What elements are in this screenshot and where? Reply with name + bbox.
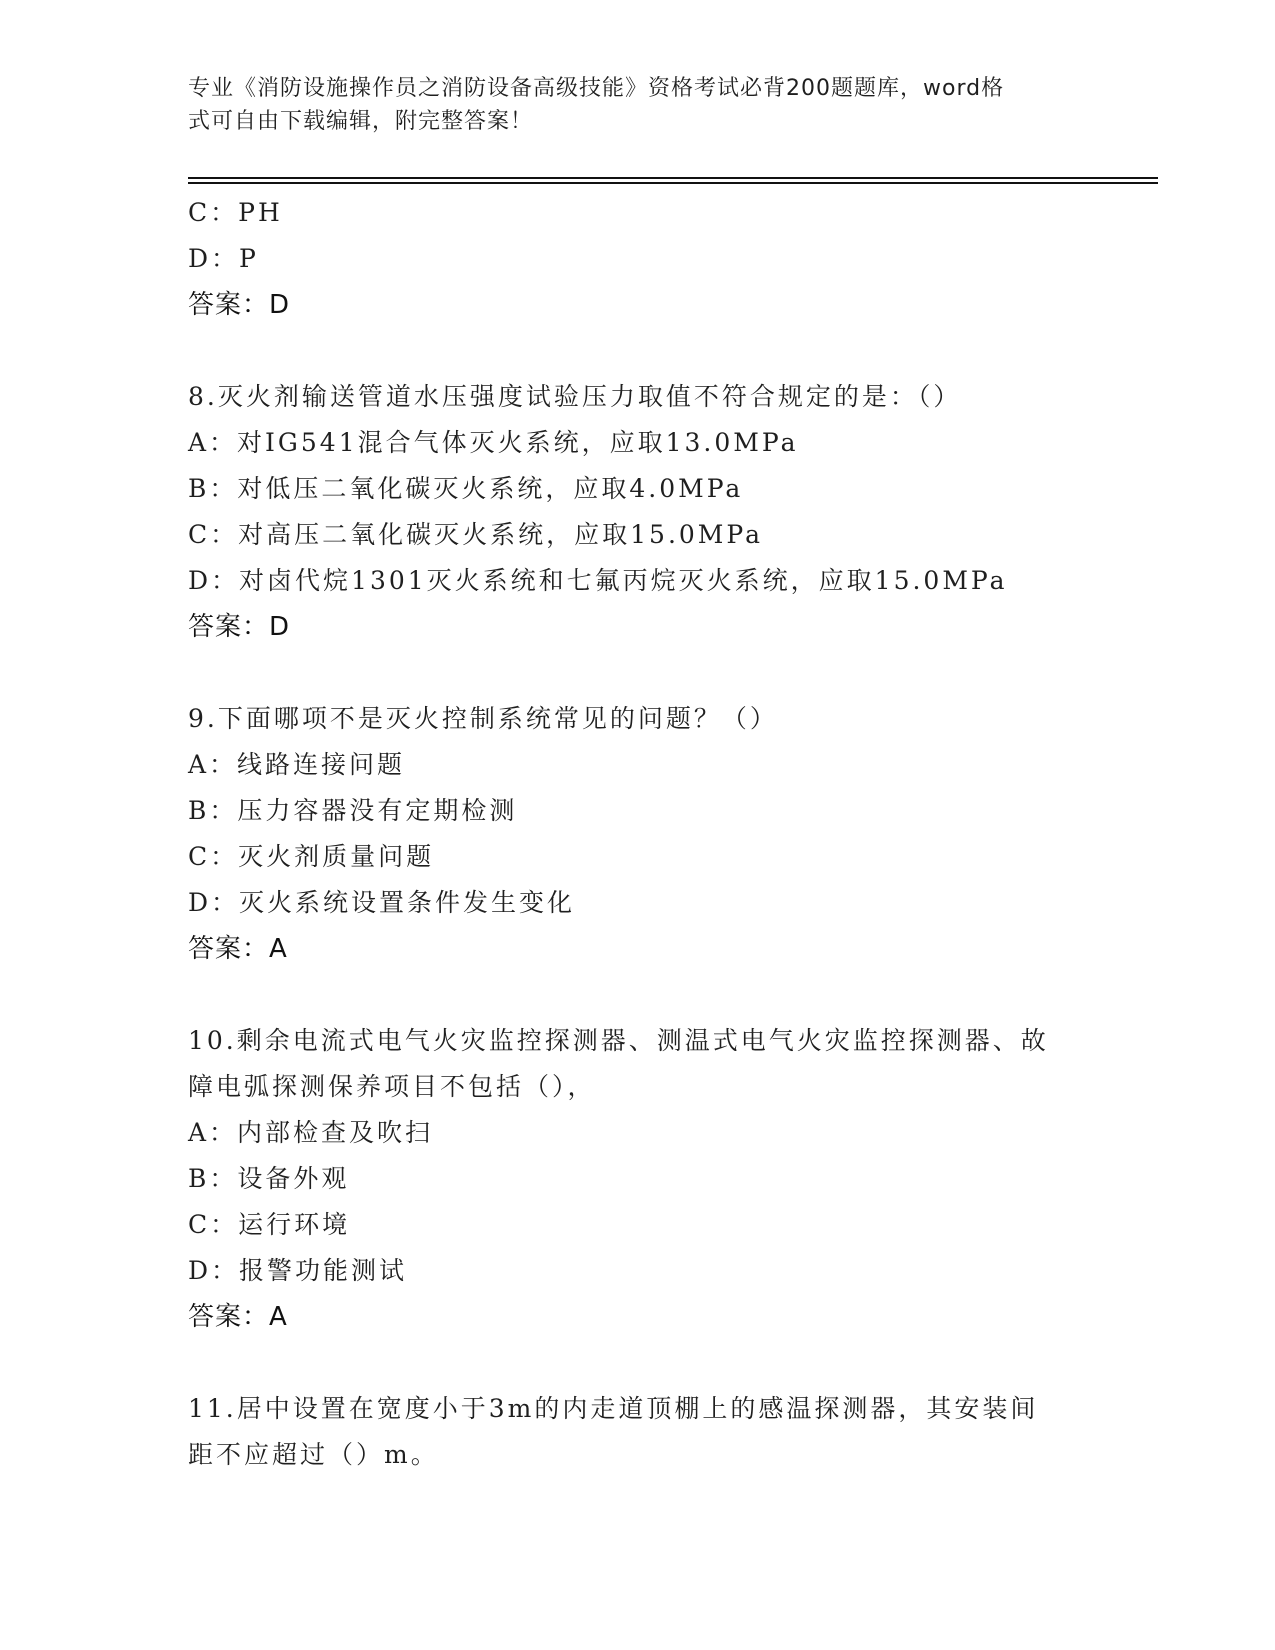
question-content bbox=[188, 190, 1078, 1478]
q10-stem-line-2: 障电弧探测保养项目不包括（）， bbox=[188, 1072, 596, 1101]
q9-option-d: D：灭火系统设置条件发生变化 bbox=[188, 888, 576, 917]
spacer bbox=[188, 972, 1078, 1018]
q9-option-a: A：线路连接问题 bbox=[188, 750, 406, 779]
q11-stem-line-1: 11.居中设置在宽度小于3m的内走道顶棚上的感温探测器，其安装间 bbox=[188, 1394, 1039, 1423]
q8-stem: 8.灭火剂输送管道水压强度试验压力取值不符合规定的是：（） bbox=[188, 382, 962, 411]
prev-option-d: D：P bbox=[188, 244, 259, 273]
q10-option-b: B：设备外观 bbox=[188, 1164, 350, 1193]
q9-option-c: C：灭火剂质量问题 bbox=[188, 842, 435, 871]
q11-stem-line-2: 距不应超过（）m。 bbox=[188, 1440, 439, 1469]
q10-answer: 答案：A bbox=[188, 1302, 288, 1332]
q8-option-a: A：对IG541混合气体灭火系统，应取13.0MPa bbox=[188, 428, 799, 457]
prev-answer: 答案：D bbox=[188, 290, 291, 320]
q10-stem-line-1: 10.剩余电流式电气火灾监控探测器、测温式电气火灾监控探测器、故 bbox=[188, 1026, 1049, 1055]
q10-option-c: C：运行环境 bbox=[188, 1210, 351, 1239]
q8-option-d: D：对卤代烷1301灭火系统和七氟丙烷灭火系统，应取15.0MPa bbox=[188, 566, 1008, 595]
q9-answer: 答案：A bbox=[188, 934, 288, 964]
header-divider-top bbox=[188, 177, 1158, 179]
header-line-2: 式可自由下载编辑，附完整答案！ bbox=[188, 109, 534, 134]
q8-option-b: B：对低压二氧化碳灭火系统，应取4.0MPa bbox=[188, 474, 744, 503]
q8-option-c: C：对高压二氧化碳灭火系统，应取15.0MPa bbox=[188, 520, 763, 549]
prev-option-c: C：PH bbox=[188, 198, 283, 227]
header-divider-bottom bbox=[188, 182, 1158, 184]
q9-option-b: B：压力容器没有定期检测 bbox=[188, 796, 518, 825]
document-header bbox=[188, 72, 1068, 138]
q9-stem: 9.下面哪项不是灭火控制系统常见的问题？（） bbox=[188, 704, 778, 733]
spacer bbox=[188, 328, 1078, 374]
header-line-1: 专业《消防设施操作员之消防设备高级技能》资格考试必背200题题库，word格 bbox=[188, 76, 1005, 101]
spacer bbox=[188, 650, 1078, 696]
spacer bbox=[188, 1340, 1078, 1386]
q10-option-a: A：内部检查及吹扫 bbox=[188, 1118, 434, 1147]
q8-answer: 答案：D bbox=[188, 612, 291, 642]
q10-option-d: D：报警功能测试 bbox=[188, 1256, 408, 1285]
